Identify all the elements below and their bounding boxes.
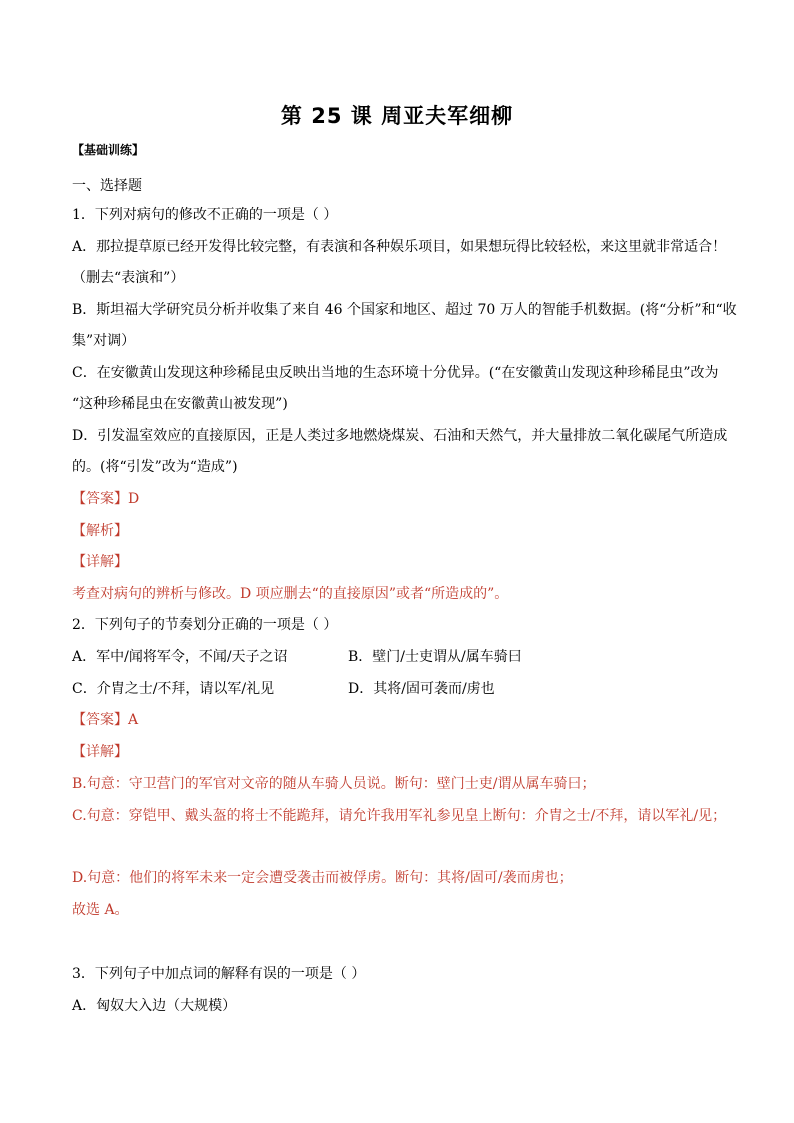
q2-explanation-b: B.句意：守卫营门的军官对文帝的随从车骑人员说。断句：壁门士吏/谓从属车骑曰；	[72, 776, 596, 792]
q1-detail-label: 【详解】	[72, 554, 128, 570]
page-title: 第 25 课 周亚夫军细柳	[280, 104, 514, 128]
section-label: 【基础训练】	[72, 143, 145, 157]
q2-stem: 2．下列句子的节奏划分正确的一项是（ ）	[72, 617, 338, 633]
q1-option-c-line1: C．在安徽黄山发现这种珍稀昆虫反映出当地的生态环境十分优异。(“在安徽黄山发现这种珍稀昆虫”改为	[72, 365, 719, 381]
q1-explanation: 考查对病句的辨析与修改。D 项应删去“的直接原因”或者“所造成的”。	[72, 586, 509, 602]
q2-option-b: B．壁门/士吏谓从/属车骑曰	[348, 649, 522, 665]
q2-option-a: A．军中/闻将军令，不闻/天子之诏	[72, 649, 288, 665]
part-heading: 一、选择题	[72, 178, 142, 194]
q1-option-c-line2: “这种珍稀昆虫在安徽黄山被发现”)	[72, 396, 288, 412]
q2-option-d: D．其将/固可袭而/虏也	[348, 681, 495, 697]
q3-option-a: A．匈奴大入边（大规模）	[72, 998, 237, 1014]
q1-option-a-line1: A．那拉提草原已经开发得比较完整，有表演和各种娱乐项目，如果想玩得比较轻松，来这里就非常适合！	[72, 239, 727, 255]
q1-answer: 【答案】D	[72, 491, 140, 507]
q1-analysis-label: 【解析】	[72, 523, 128, 539]
q2-answer: 【答案】A	[72, 712, 139, 728]
q2-explanation-c: C.句意：穿铠甲、戴头盔的将士不能跪拜，请允许我用军礼参见皇上断句：介胄之士/不拜，请以军礼/见；	[72, 808, 727, 824]
q2-detail-label: 【详解】	[72, 744, 128, 760]
q1-option-d-line1: D．引发温室效应的直接原因，正是人类过多地燃烧煤炭、石油和天然气，并大量排放二氧化碳尾气所造成	[72, 428, 728, 444]
q1-option-b-line2: 集”对调）	[72, 333, 136, 349]
q2-explanation-d: D.句意：他们的将军未来一定会遭受袭击而被俘虏。断句：其将/固可/袭而虏也；	[72, 870, 573, 886]
q1-option-a-line2: （删去“表演和”）	[72, 270, 185, 286]
q1-option-b-line1: B．斯坦福大学研究员分析并收集了来自 46 个国家和地区、超过 70 万人的智能手机数据。(将“分析”和“收	[72, 302, 737, 318]
q2-option-c: C．介胄之士/不拜，请以军/礼见	[72, 681, 275, 697]
q2-conclusion: 故选 A。	[72, 902, 129, 918]
q1-stem: 1．下列对病句的修改不正确的一项是（ ）	[72, 207, 338, 223]
q3-stem: 3．下列句子中加点词的解释有误的一项是（ ）	[72, 966, 366, 982]
q1-option-d-line2: 的。(将“引发”改为“造成”)	[72, 459, 238, 475]
